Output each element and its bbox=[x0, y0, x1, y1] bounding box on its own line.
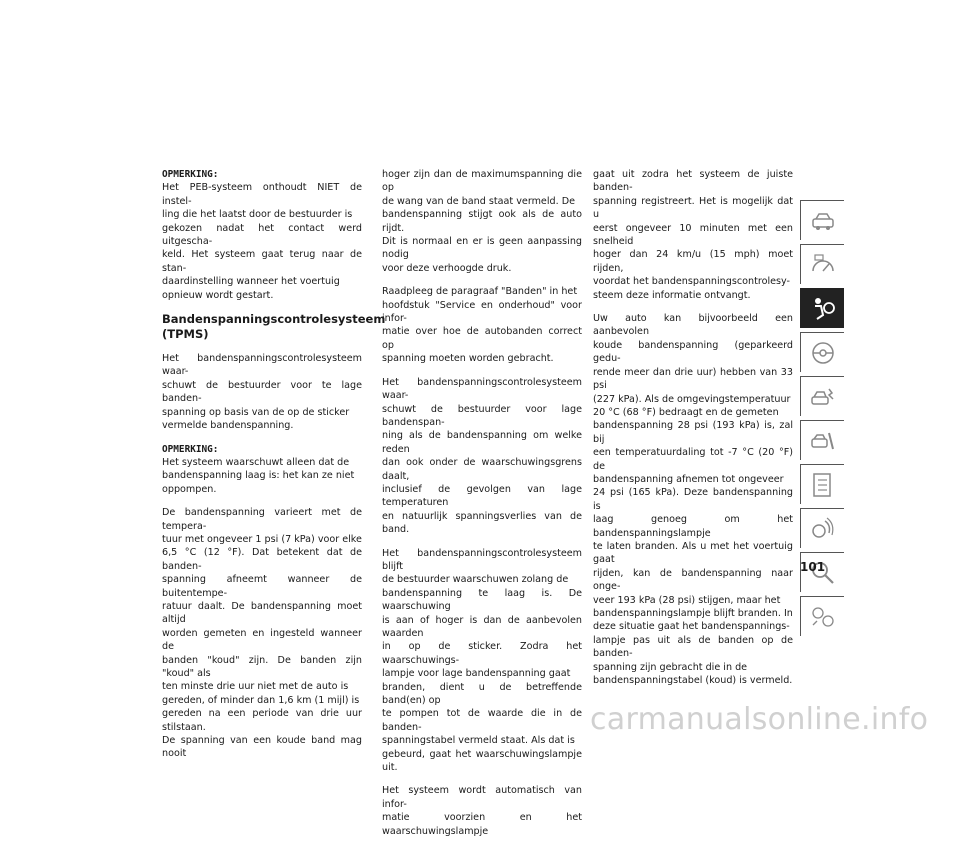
note-label: OPMERKING: bbox=[162, 443, 219, 455]
car-info-icon bbox=[809, 207, 837, 235]
language-icon bbox=[809, 603, 837, 631]
section-heading: Bandenspanningscontrolesysteem (TPMS) bbox=[162, 312, 386, 342]
text-column-2 bbox=[382, 168, 582, 848]
steering-wheel-icon bbox=[809, 339, 837, 367]
tab-service[interactable] bbox=[800, 420, 844, 460]
tab-safety[interactable] bbox=[800, 288, 844, 328]
paragraph: Het systeem wordt automatisch van infor- matie voorzien en het waarschuwingslampje bbox=[382, 785, 582, 837]
paragraph: gaat uit zodra het systeem de juiste banden- spanning registreert. Het is mogelijk dat u eerst ongeveer 10 minuten met een snelheid hoger dan 24 km/u (15 mph) moet rijden, voordat het bandenspanningscontrolesy- steem deze informatie ontvangt. bbox=[593, 169, 793, 301]
tab-car-info[interactable] bbox=[800, 200, 844, 240]
paragraph: Het bandenspanningscontrolesysteem blijft de bestuurder waarschuwen zolang de bandenspanning te laag is. De waarschuwing is aan of hoger is dan de aanbevolen waarden in op de sticker. Zodra het waarschuwings- lampje voor lage bandenspanning gaat branden, dient u de betreffende band(en) op te pompen tot de waarde die in de banden- spanningstabel vermeld staat. Als dat is gebeurd, gaat het waarschuwingslampje uit. bbox=[382, 547, 582, 774]
airbag-safety-icon bbox=[809, 295, 837, 323]
multimedia-icon bbox=[809, 515, 837, 543]
checklist-icon bbox=[809, 471, 837, 499]
note-text: Het PEB-systeem onthoudt NIET de instel- ling die het laatst door de bestuurder is gekozen nadat het contact werd uitgescha- keld. Het systeem gaat terug naar de stan- daardinstelling wanneer het voertuig opnieuw wordt gestart. bbox=[162, 182, 362, 301]
tab-languages[interactable] bbox=[800, 596, 844, 636]
paragraph: Het bandenspanningscontrolesysteem waar- schuwt de bestuurder voor lage bandenspan- ning als de bandenspanning om welke reden dan ook onder de waarschuwingsgrens daalt, inclusief de gevolgen van lage temperaturen en natuurlijk spanningsverlies van de band. bbox=[382, 376, 582, 536]
paragraph: hoger zijn dan de maximumspanning die op de wang van de band staat vermeld. De bandenspanning stijgt ook als de auto rijdt. Dit is normaal en er is geen aanpassing nodig voor deze verhoogde druk. bbox=[382, 169, 582, 274]
text-column-1 bbox=[162, 168, 386, 771]
text-column-3 bbox=[593, 168, 793, 697]
tab-emergency[interactable] bbox=[800, 376, 844, 416]
tab-multimedia[interactable] bbox=[800, 508, 844, 548]
dashboard-lights-icon bbox=[809, 251, 837, 279]
paragraph: Raadpleeg de paragraaf "Banden" in het hoofdstuk "Service en onderhoud" voor infor- matie over hoe de autobanden correct op spanning moeten worden gebracht. bbox=[382, 286, 582, 365]
car-crash-icon bbox=[809, 383, 837, 411]
chapter-tabs bbox=[800, 200, 844, 640]
car-wrench-icon bbox=[809, 427, 837, 455]
page-number: 101 bbox=[800, 560, 826, 574]
note-label: OPMERKING: bbox=[162, 169, 219, 180]
tab-driving[interactable] bbox=[800, 332, 844, 372]
tab-dashboard-lights[interactable] bbox=[800, 244, 844, 284]
watermark: carmanualsonline.info bbox=[590, 702, 929, 737]
paragraph: De bandenspanning varieert met de tempera- tuur met ongeveer 1 psi (7 kPa) voor elke 6,5 °C (12 °F). Dat betekent dat de banden- spanning afneemt wanneer de buitentempe- ratuur daalt. De bandenspanning moet altijd worden gemeten en ingesteld wanneer de banden "koud" zijn. De banden zijn "koud" als ten minste drie uur niet met de auto is gereden, of minder dan 1,6 km (1 mijl) is gereden na een periode van drie uur stilstaan. De spanning van een koude band mag nooit bbox=[162, 507, 362, 760]
paragraph: Uw auto kan bijvoorbeeld een aanbevolen koude bandenspanning (geparkeerd gedu- rende meer dan drie uur) hebben van 33 psi (227 kPa). Als de omgevingstemperatuur 20 °C (68 °F) bedraagt en de gemeten bandenspanning 28 psi (193 kPa) is, zal bij een temperatuurdaling tot -7 °C (20 °F) de bandenspanning afnemen tot ongeveer 24 psi (165 kPa). Deze bandenspanning is laag genoeg om het bandenspanningslampje te laten branden. Als u met het voertuig gaat rijden, kan de bandenspanning naar onge- veer 193 kPa (28 psi) stijgen, maar het bandenspanningslampje blijft branden. In deze situatie gaat het bandenspannings- lampje pas uit als de banden op de banden- spanning zijn gebracht die in de bandenspanningstabel (koud) is vermeld. bbox=[593, 313, 793, 687]
paragraph: Het bandenspanningscontrolesysteem waar- schuwt de bestuurder voor te lage banden- spanning op basis van de op de sticker vermelde bandenspanning. bbox=[162, 353, 362, 432]
note-text: Het systeem waarschuwt alleen dat de bandenspanning laag is: het kan ze niet oppompen. bbox=[162, 456, 355, 495]
tab-specifications[interactable] bbox=[800, 464, 844, 504]
